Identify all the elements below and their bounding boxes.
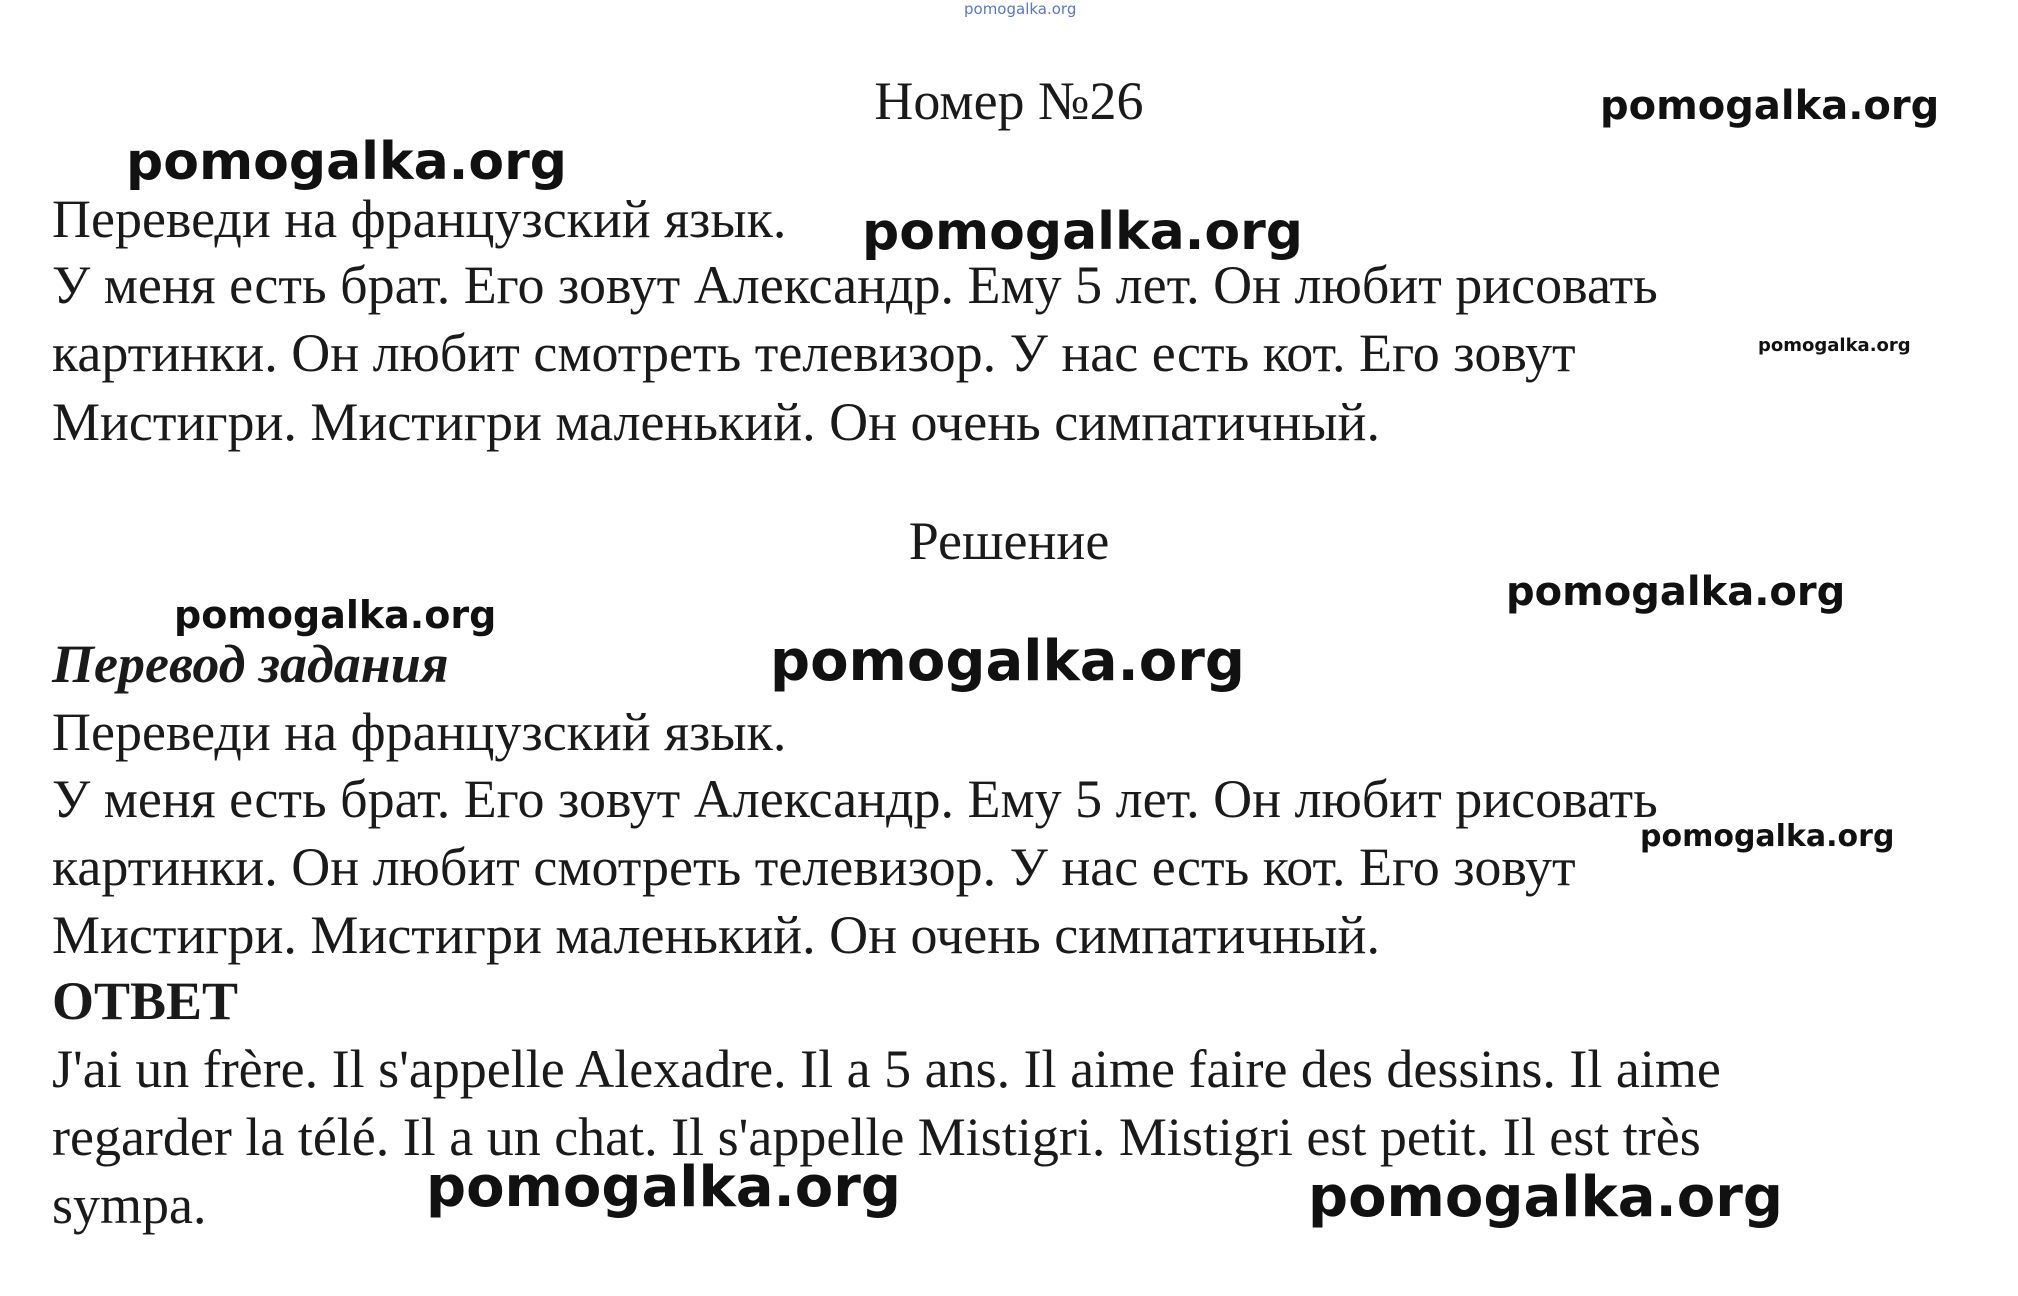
answer-line: J'ai un frère. Il s'appelle Alexadre. Il a 5 ans. Il aime faire des dessins. Il aime xyxy=(52,1039,1721,1099)
translation-line: Мистигри. Мистигри маленький. Он очень симпатичный. xyxy=(52,905,1380,965)
translation-line: картинки. Он любит смотреть телевизор. У нас есть кот. Его зовут xyxy=(52,837,1576,897)
watermark: pomogalka.org xyxy=(1758,335,1911,356)
page-title: Номер №26 xyxy=(874,71,1144,131)
translation-line: У меня есть брат. Его зовут Александр. Ему 5 лет. Он любит рисовать xyxy=(52,769,1658,829)
solution-heading: Решение xyxy=(908,511,1110,571)
translation-heading: Перевод задания xyxy=(52,634,449,694)
watermark: pomogalka.org xyxy=(1600,83,1940,129)
watermark: pomogalka.org xyxy=(862,202,1304,262)
answer-heading: ОТВЕТ xyxy=(52,971,239,1031)
task-line: Мистигри. Мистигри маленький. Он очень симпатичный. xyxy=(52,392,1380,452)
answer-line: regarder la télé. Il a un chat. Il s'appelle Mistigri. Mistigri est petit. Il est très xyxy=(52,1107,1701,1167)
watermark: pomogalka.org xyxy=(1640,819,1895,854)
watermark: pomogalka.org xyxy=(1506,569,1846,615)
translation-intro: Переведи на французский язык. xyxy=(52,702,787,762)
answer-line: sympa. xyxy=(52,1175,207,1235)
task-intro: Переведи на французский язык. xyxy=(52,189,787,249)
watermark: pomogalka.org xyxy=(770,629,1245,694)
watermark: pomogalka.org xyxy=(174,593,497,637)
task-line: У меня есть брат. Его зовут Александр. Ему 5 лет. Он любит рисовать xyxy=(52,255,1658,315)
watermark-top: pomogalka.org xyxy=(964,0,1077,18)
watermark: pomogalka.org xyxy=(126,132,568,192)
task-line: картинки. Он любит смотреть телевизор. У нас есть кот. Его зовут xyxy=(52,323,1576,383)
watermark: pomogalka.org xyxy=(426,1155,901,1220)
watermark: pomogalka.org xyxy=(1308,1165,1783,1230)
